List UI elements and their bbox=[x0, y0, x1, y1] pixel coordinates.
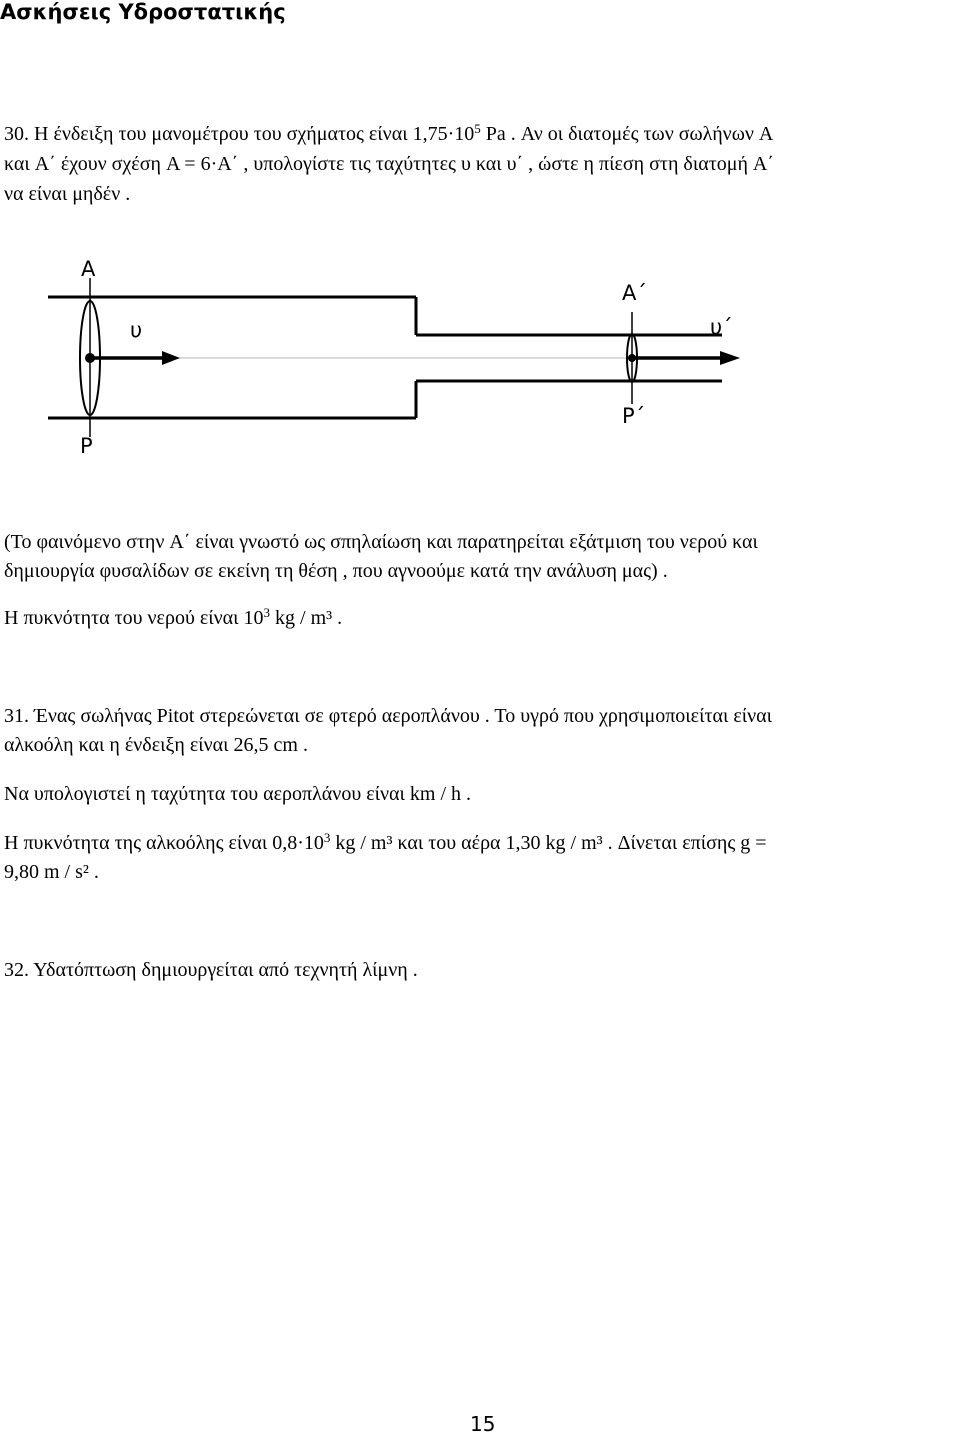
exercise-31-line-2: αλκοόλη και η ένδειξη είναι 26,5 cm . bbox=[4, 734, 308, 756]
exercise-30-line-1: 30. Η ένδειξη του μανομέτρου του σχήματος είναι $1,75\cdot 10^5$ Pa . Αν οι διατομές των σωλήνων A bbox=[4, 121, 774, 145]
note-line-2: δημιουργία φυσαλίδων σε εκείνη τη θέση , που αγνοούμε κατά την ανάλυση μας) . bbox=[4, 560, 668, 582]
page-number: 15 bbox=[470, 1412, 496, 1436]
note-line-1: (Το φαινόμενο στην A΄ είναι γνωστό ως σπηλαίωση και παρατηρείται εξάτμιση του νερού και bbox=[4, 531, 758, 553]
pipe-diagram bbox=[40, 248, 760, 462]
exercise-30-line-3: να είναι μηδέν . bbox=[4, 183, 131, 205]
exercise-31-line-1: 31. Ένας σωλήνας Pitot στερεώνεται σε φτερό αεροπλάνου . Το υγρό που χρησιμοποιείται είναι bbox=[4, 705, 773, 727]
label-a: A bbox=[81, 257, 96, 281]
page-header-title: Ασκήσεις Υδροστατικής bbox=[0, 0, 286, 24]
water-density-line: Η πυκνότητα του νερού είναι $10^3$ kg / m³ . bbox=[4, 605, 343, 629]
label-u: υ bbox=[130, 318, 143, 342]
exercise-31-line-5: 9,80 m / s² . bbox=[4, 861, 99, 883]
label-a-prime: A΄ bbox=[622, 281, 647, 305]
label-u-prime: υ΄ bbox=[710, 315, 733, 339]
label-p-prime: P΄ bbox=[622, 404, 646, 428]
exercise-32-line-1: 32. Υδατόπτωση δημιουργείται από τεχνητή λίμνη . bbox=[4, 959, 418, 981]
exercise-31-line-3: Να υπολογιστεί η ταχύτητα του αεροπλάνου είναι km / h . bbox=[4, 783, 472, 805]
exercise-31-line-4: Η πυκνότητα της αλκοόλης είναι $0,8\cdot 10^3$ kg / m³ και του αέρα 1,30 kg / m³ . Δίνεται επίσης g = bbox=[4, 830, 767, 854]
exercise-30-line-2: και A΄ έχουν σχέση A = 6·A΄ , υπολογίστε τις ταχύτητες υ και υ΄ , ώστε η πίεση στη διατομή A΄ bbox=[4, 153, 775, 175]
label-p: P bbox=[80, 434, 93, 458]
